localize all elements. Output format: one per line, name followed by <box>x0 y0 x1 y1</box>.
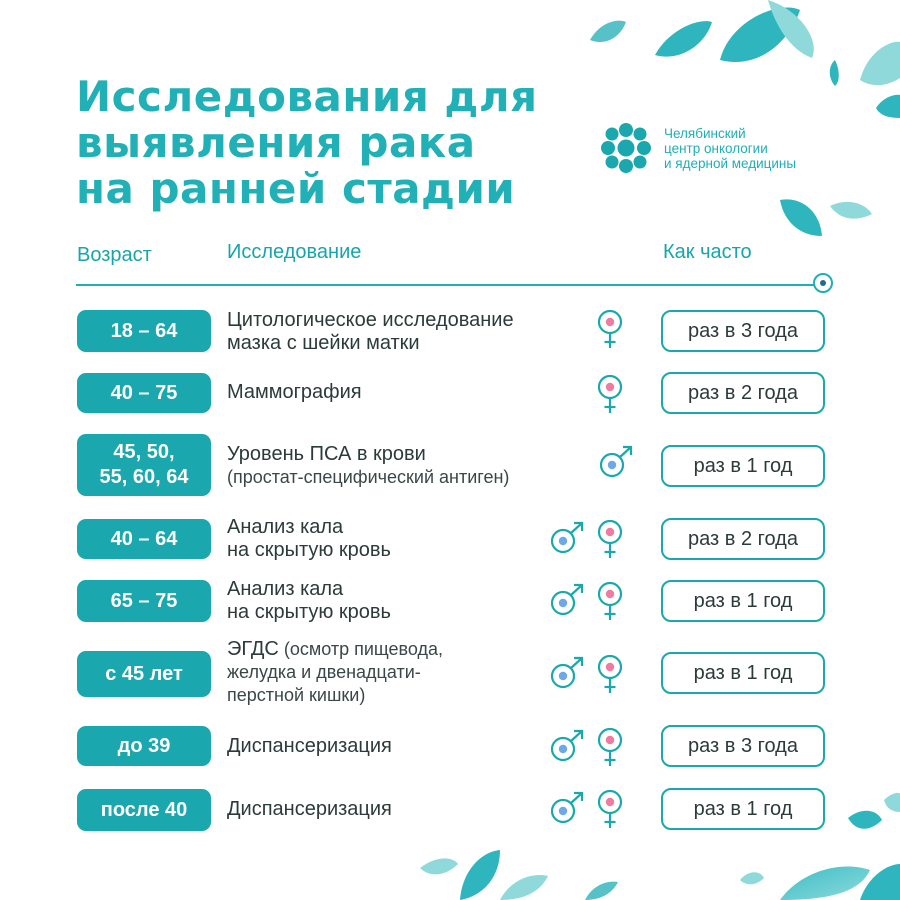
study-name: Уровень ПСА в крови <box>227 443 426 465</box>
column-header-age: Возраст <box>77 244 152 266</box>
frequency-label: раз в 2 года <box>688 527 798 550</box>
female-symbol-icon <box>596 308 624 354</box>
male-symbol-icon <box>548 790 588 826</box>
age-label: 65 – 75 <box>110 589 178 612</box>
study-description <box>227 798 392 821</box>
study-name: Диспансеризация <box>227 735 392 757</box>
frequency-badge <box>661 725 825 767</box>
age-badge <box>77 519 211 559</box>
study-description <box>227 638 443 707</box>
male-symbol-icon <box>548 582 588 618</box>
column-header-study: Исследование <box>227 241 362 263</box>
age-label: 40 – 64 <box>110 527 178 550</box>
frequency-badge <box>661 445 825 487</box>
age-badge <box>77 580 211 622</box>
divider-end-dot <box>813 273 833 293</box>
age-badge <box>77 651 211 697</box>
age-label: до 39 <box>117 734 171 757</box>
study-name: Анализ кала на скрытую кровь <box>227 516 391 561</box>
logo-text <box>664 126 796 171</box>
study-name: Маммография <box>227 381 362 403</box>
age-badge <box>77 310 211 352</box>
male-symbol-icon <box>548 520 588 556</box>
female-symbol-icon <box>596 726 624 772</box>
page-title <box>76 74 596 212</box>
study-description <box>227 735 392 758</box>
frequency-label: раз в 2 года <box>688 381 798 404</box>
clinic-logo <box>598 120 796 176</box>
study-name: Цитологическое исследование мазка с шейки матки <box>227 309 514 354</box>
study-description <box>227 578 391 624</box>
frequency-badge <box>661 372 825 414</box>
column-header-frequency: Как часто <box>663 241 752 263</box>
age-label: с 45 лет <box>105 662 183 685</box>
study-note: (осмотр пищевода, желудка и двенадцати- перстной кишки) <box>227 639 444 705</box>
age-label: 40 – 75 <box>110 381 178 404</box>
study-name: ЭГДС <box>227 638 279 660</box>
female-symbol-icon <box>596 373 624 419</box>
age-badge <box>77 373 211 413</box>
frequency-badge <box>661 310 825 352</box>
age-label: 18 – 64 <box>110 319 178 342</box>
age-label: после 40 <box>100 798 188 821</box>
study-name: Анализ кала на скрытую кровь <box>227 578 391 623</box>
female-symbol-icon <box>596 580 624 626</box>
title-line: Исследования для <box>76 72 538 121</box>
study-description <box>227 381 362 404</box>
study-description <box>227 309 514 355</box>
study-description <box>227 443 509 489</box>
logo-line: центр онкологии <box>664 140 768 156</box>
female-symbol-icon <box>596 653 624 699</box>
study-description <box>227 516 391 562</box>
logo-mark-icon <box>598 120 654 176</box>
frequency-label: раз в 1 год <box>693 589 793 612</box>
logo-line: и ядерной медицины <box>664 155 797 171</box>
age-badge <box>77 789 211 831</box>
frequency-badge <box>661 580 825 622</box>
title-line: выявления рака <box>76 118 476 167</box>
male-symbol-icon <box>597 444 637 480</box>
logo-line: Челябинский <box>664 125 746 141</box>
frequency-label: раз в 1 год <box>693 661 793 684</box>
title-line: на ранней стадии <box>76 164 516 213</box>
frequency-label: раз в 3 года <box>688 734 798 757</box>
frequency-badge <box>661 652 825 694</box>
age-badge <box>77 434 211 496</box>
header-divider <box>76 284 814 286</box>
age-badge <box>77 726 211 766</box>
study-note: (простат-специфический антиген) <box>227 467 510 487</box>
study-name: Диспансеризация <box>227 798 392 820</box>
female-symbol-icon <box>596 518 624 564</box>
age-label: 45, 50, 55, 60, 64 <box>99 441 189 488</box>
male-symbol-icon <box>548 728 588 764</box>
frequency-label: раз в 1 год <box>693 797 793 820</box>
frequency-badge <box>661 518 825 560</box>
female-symbol-icon <box>596 788 624 834</box>
frequency-badge <box>661 788 825 830</box>
frequency-label: раз в 1 год <box>693 454 793 477</box>
male-symbol-icon <box>548 655 588 691</box>
frequency-label: раз в 3 года <box>688 319 798 342</box>
